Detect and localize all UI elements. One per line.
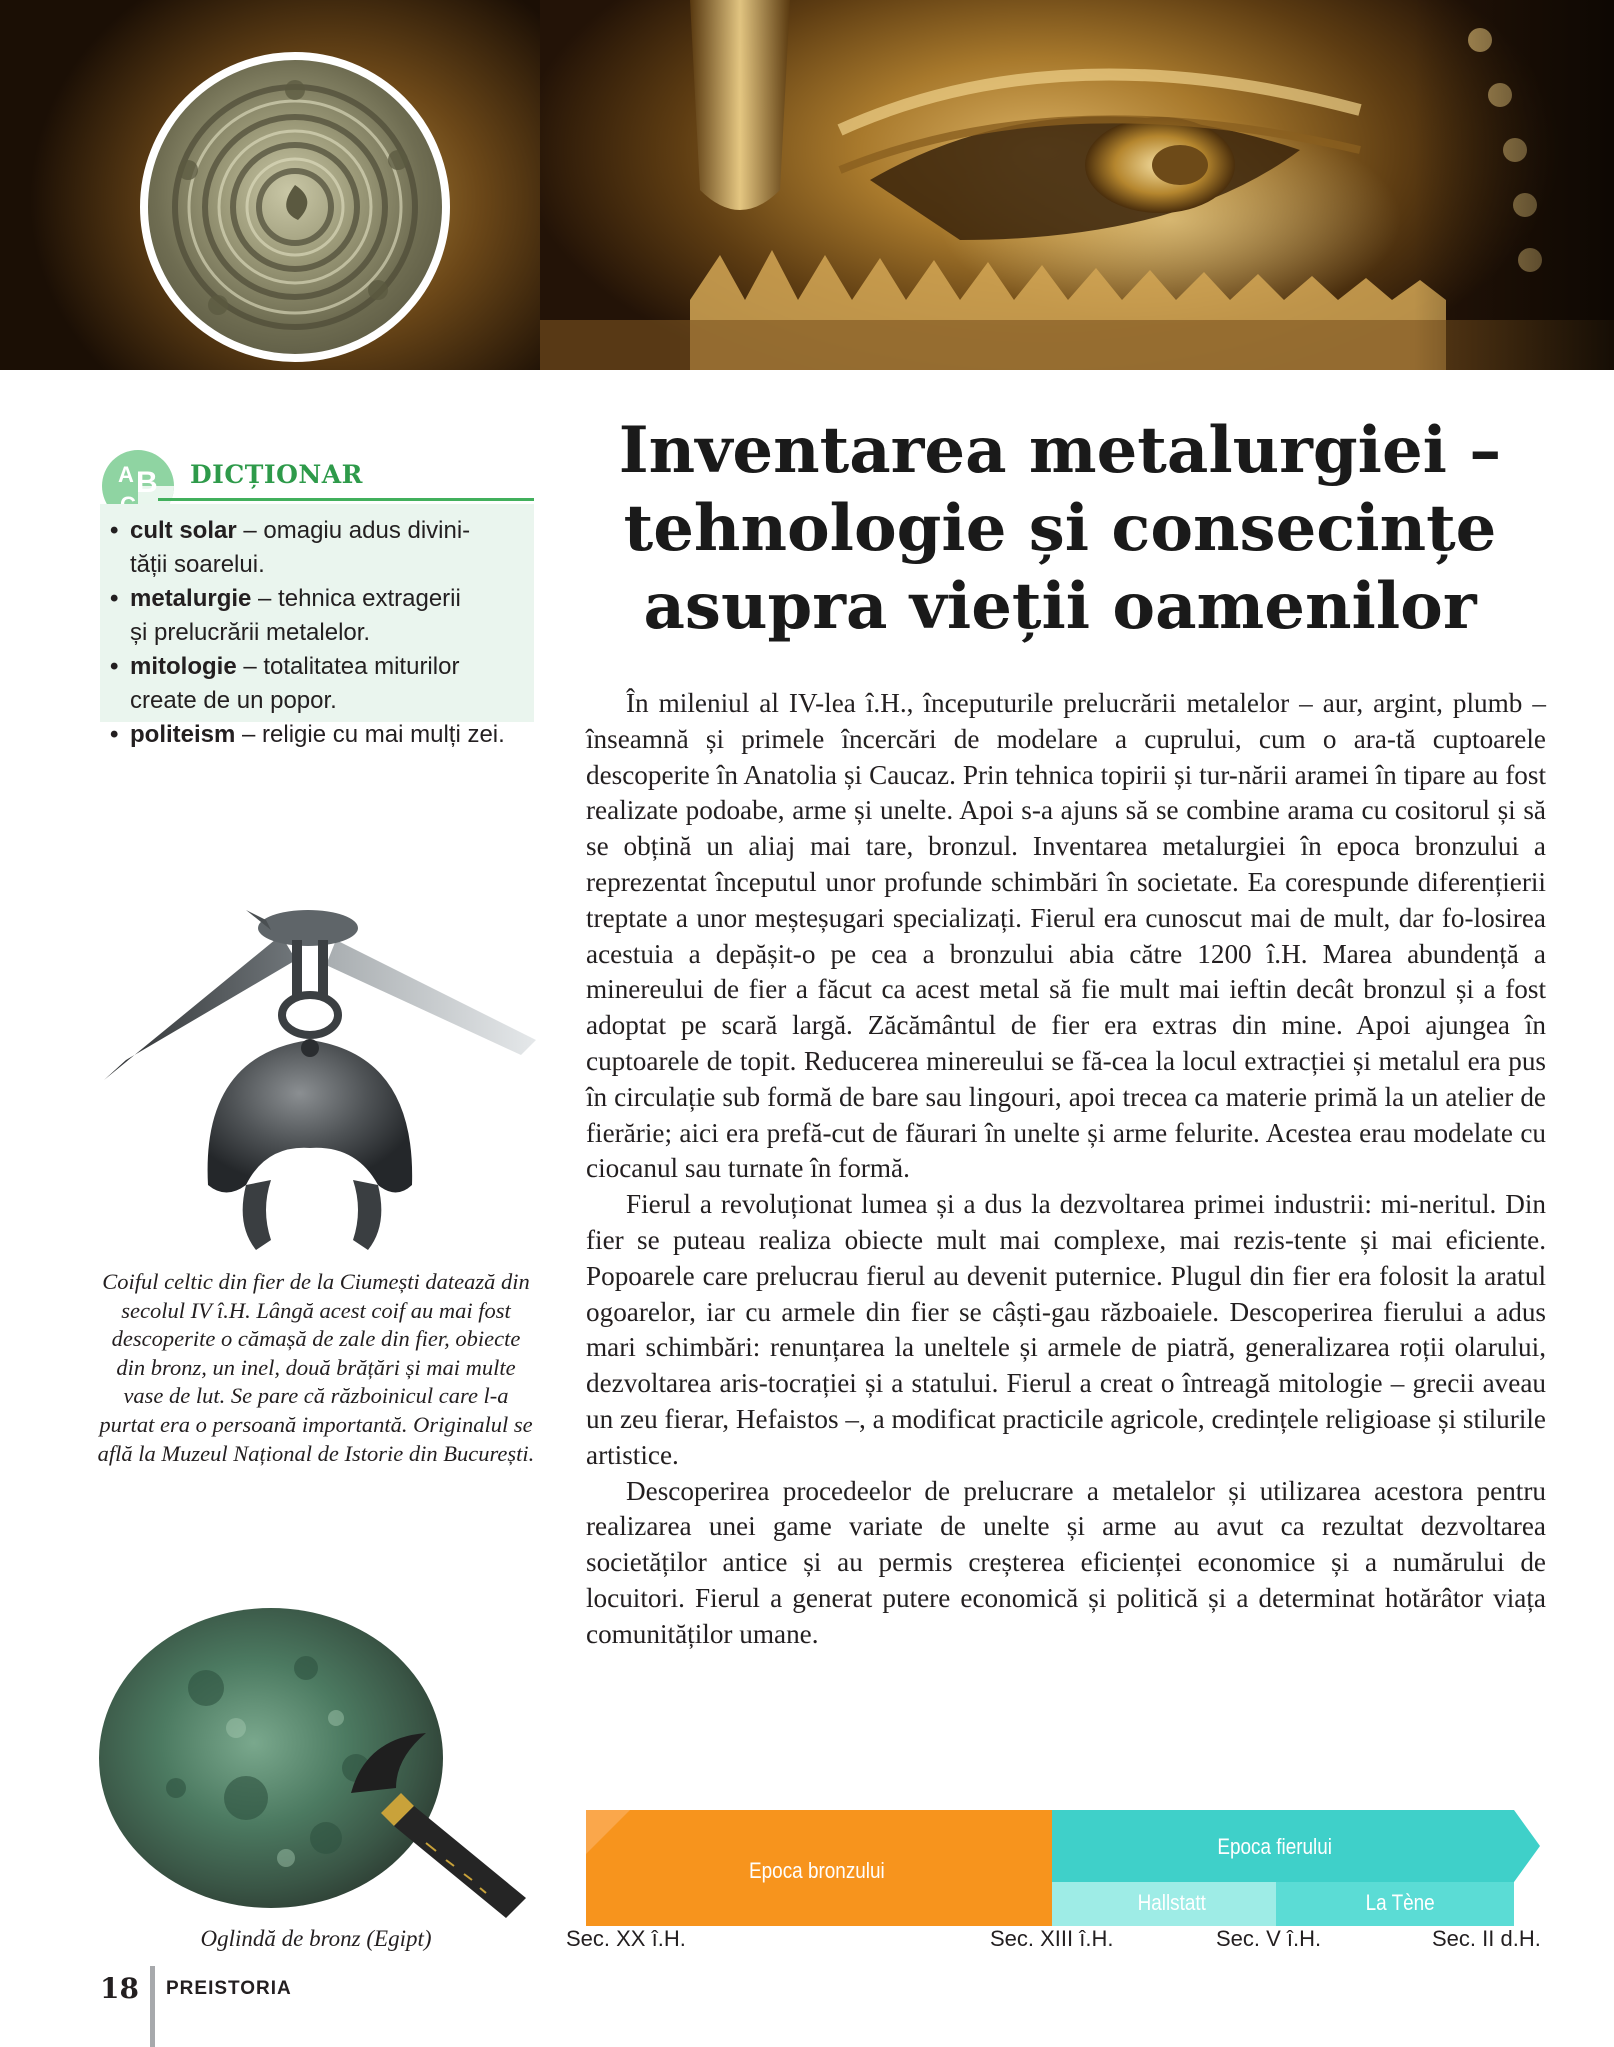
lesson-body bbox=[586, 686, 1546, 1653]
body-paragraph: Fierul a revoluționat lumea și a dus la dezvoltarea primei industrii: mi-neritul. Din fier se puteau realiza obiecte mult mai complexe, mai rezis-tente și mai eficiente. Popoarele care prelucrau fierul au devenit puternice. Plugul din fier era folosit la aratul ogoarelor, iar cu armele din fier se câști-gau războaiele. Descoperirea fierului a adus mari schimbări: renunțarea la uneltele și armele de piatră, generalizarea roții olarului, dezvoltarea aris-tocrației și a statului. Fierul a creat o întreagă mitologie – grecii aveau un zeu fierar, Hefaistos –, a modificat practicile agricole, credințele religioase și stilurile artistice. bbox=[586, 1189, 1546, 1470]
dictionary-term: mitologie bbox=[130, 653, 237, 680]
mirror-caption: Oglindă de bronz (Egipt) bbox=[200, 1926, 432, 1951]
latene-label: La Tène bbox=[1365, 1890, 1435, 1915]
timeline-date: Sec. XIII î.H. bbox=[990, 1926, 1114, 1951]
title-line: Inventarea metalurgiei – bbox=[618, 413, 1502, 488]
header-banner-image bbox=[0, 0, 1614, 370]
dictionary-definition-cont: tății soarelui. bbox=[130, 551, 265, 578]
celtic-helmet-image bbox=[96, 880, 556, 1270]
dictionary-entry: • politeism – religie cu mai mulți zei. bbox=[110, 721, 505, 748]
svg-text:B: B bbox=[136, 466, 158, 499]
dictionary-definition: – religie cu mai mulți zei. bbox=[235, 721, 505, 748]
dictionary-definition-cont: și prelucrării metalelor. bbox=[130, 619, 371, 646]
dictionary-term: metalurgie bbox=[130, 585, 252, 612]
dictionary-term: cult solar bbox=[130, 517, 237, 544]
dictionary-definition: – tehnica extragerii bbox=[251, 585, 461, 612]
dictionary-definition: – omagiu adus divini- bbox=[236, 517, 471, 544]
iron-age-label: Epoca fierului bbox=[1217, 1834, 1332, 1859]
hallstatt-label: Hallstatt bbox=[1137, 1890, 1206, 1915]
dictionary-definition-cont: create de un popor. bbox=[130, 687, 337, 714]
dictionary-entry: • mitologie – totalitatea miturilor create de un popor. bbox=[110, 653, 460, 714]
body-paragraph: Descoperirea procedeelor de prelucrare a metalelor și utilizarea acestora pentru realizarea unei game variate de unelte și arme au avut ca rezultat dezvoltarea societăților antice și au permis creșterea eficienței economice și a numărului de locuitori. Fierul a generat putere economică și politică și a determinat hotărâtor viața comunităților umane. bbox=[586, 1475, 1546, 1649]
bronze-medallion-image bbox=[140, 52, 450, 362]
dictionary-term: politeism bbox=[130, 721, 236, 748]
body-paragraph: În mileniul al IV-lea î.H., începuturile prelucrării metalelor – aur, argint, plumb – înseamnă și primele încercări de modelare a cuprului, cum o ara-tă cuptoarele descoperite în Anatolia și Caucaz. Prin tehnica topirii și tur-nării aramei în tipare au fost realizate podoabe, arme și unelte. Apoi s-a ajuns să se combine arama cu cositorul și să se obțină un aliaj mai tare, bronzul. Inventarea metalurgiei în epoca bronzului a reprezentat începutul unor profunde schimbări în societate. Ea corespunde diferențierii treptate a unor meșteșugari specializați. Fierul era cunoscut mai de mult, dar fo-losirea acestuia a depășit-o pe cea a bronzului abia către 1200 î.H. Marea abundență a minereului de fier a făcut ca acest metal să fie mult mai ieftin decât bronzul și a fost adoptat pe scară largă. Zăcământul de fier era extras din mine. Apoi ajungea în cuptoarele de topit. Reducerea minereului se fă-cea la locul extracției și metalul era pus în circulație sub formă de bare sau lingouri, apoi trecea ca materie primă la un atelier de fierărie; aici era prefă-cut de făurari în unelte și arme felurite. Acestea erau modelate cu ciocanul sau turnate în formă. bbox=[586, 688, 1546, 1184]
footer-divider bbox=[150, 1966, 155, 2047]
dictionary-definition: – totalitatea miturilor bbox=[236, 653, 460, 680]
svg-text:A: A bbox=[118, 462, 134, 487]
dictionary-entry: • cult solar – omagiu adus divini- tății soarelui. bbox=[110, 517, 471, 578]
bronze-mirror-image bbox=[96, 1598, 556, 1928]
dictionary-entry: • metalurgie – tehnica extragerii și prelucrării metalelor. bbox=[110, 585, 461, 646]
timeline-date: Sec. II d.H. bbox=[1432, 1926, 1541, 1951]
page-number: 18 bbox=[100, 1972, 139, 2005]
timeline-date: Sec. V î.H. bbox=[1216, 1926, 1322, 1951]
dictionary-divider bbox=[158, 498, 534, 501]
bronze-age-label: Epoca bronzului bbox=[749, 1858, 885, 1883]
lesson-title bbox=[560, 412, 1560, 646]
dictionary-box bbox=[100, 448, 536, 773]
helmet-caption: Coiful celtic din fier de la Ciumești datează din secolul IV î.H. Lângă acest coif au mai fost descoperite o cămașă de zale din fier, obiecte din bronz, un inel, două brățări și mai multe vase de lut. Se pare că războinicul care l-a purtat era o persoană importantă. Originalul se află la Muzeul Național de Istorie din București. bbox=[97, 1269, 535, 1466]
dictionary-list bbox=[110, 514, 530, 752]
title-line: asupra vieții oamenilor bbox=[643, 569, 1477, 644]
timeline-date: Sec. XX î.H. bbox=[566, 1926, 686, 1951]
title-line: tehnologie și consecințe bbox=[623, 491, 1497, 566]
section-label: PREISTORIA bbox=[166, 1978, 292, 1999]
dictionary-title: DICȚIONAR bbox=[190, 460, 363, 489]
